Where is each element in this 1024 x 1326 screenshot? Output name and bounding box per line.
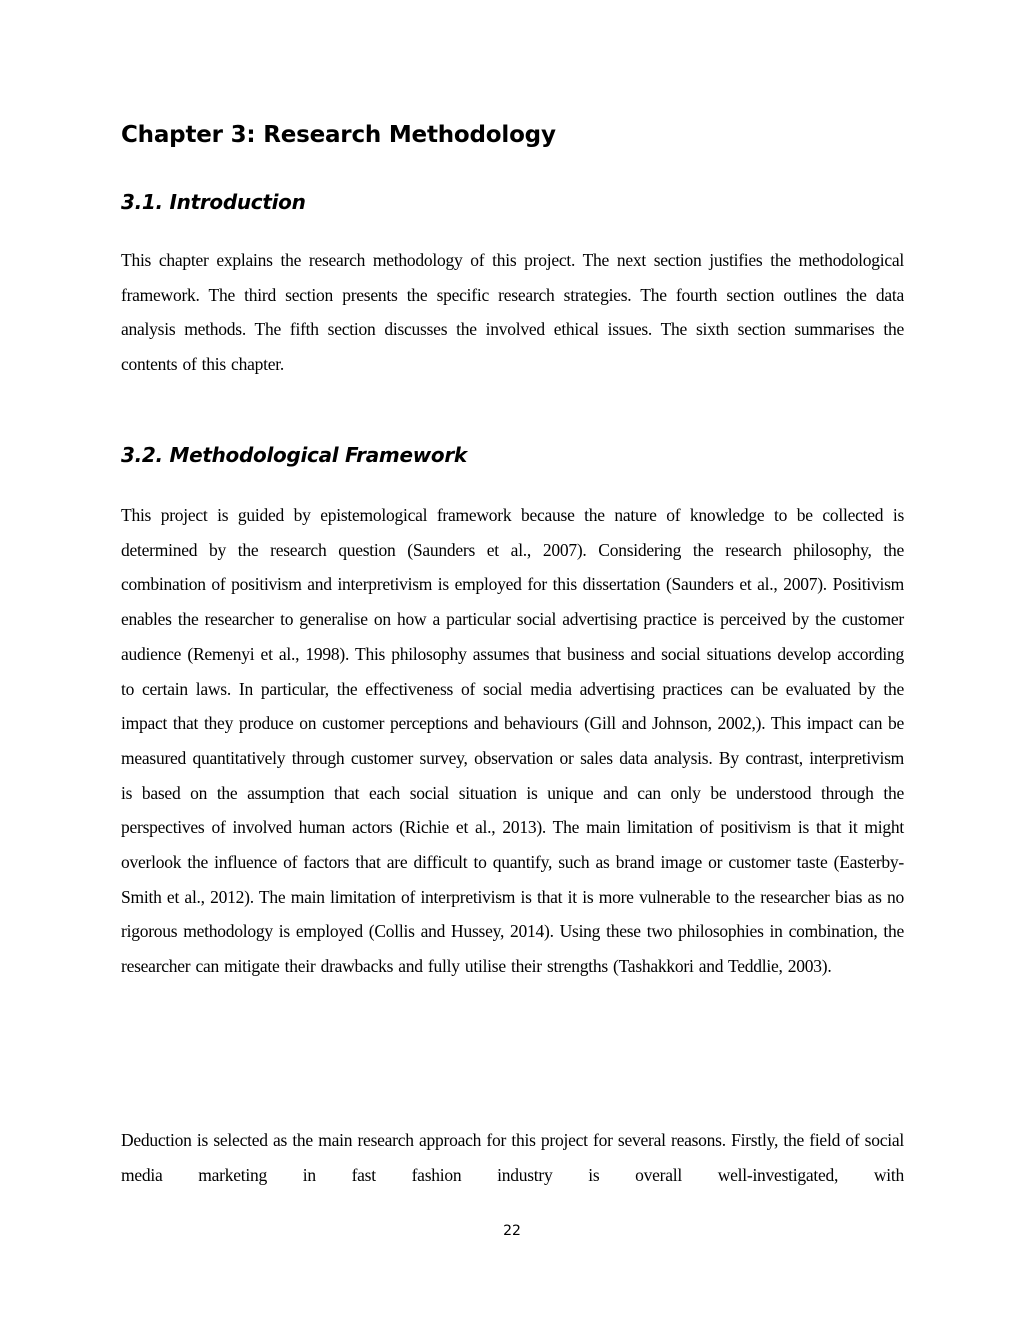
introduction-paragraph: This chapter explains the research methodology of this project. The next section justifies the methodological framework. The third section presents the specific research strategies. The fourth section outlines the data analysis methods. The fifth section discusses the involved ethical issues. The sixth section summarises the contents of this chapter. — [121, 250, 904, 375]
deduction-paragraph: Deduction is selected as the main research approach for this project for several reasons. Firstly, the field of social media marketing in fast fashion industry is overall well-investigated, with — [121, 1130, 904, 1185]
chapter-title: Chapter 3: Research Methodology — [121, 122, 556, 148]
section-heading-methodological-framework: 3.2. Methodological Framework — [121, 443, 467, 467]
section-heading-introduction: 3.1. Introduction — [121, 190, 306, 214]
framework-paragraph: This project is guided by epistemological framework because the nature of knowledge to be collected is determined by the research question (Saunders et al., 2007). Considering the research philosophy, the combination of positivism and interpretivism is employed for this dissertation (Saunders et al., 2007). Positivism enables the researcher to generalise on how a particular social advertising practice is perceived by the customer audience (Remenyi et al., 1998). This philosophy assumes that business and social situations develop according to certain laws. In particular, the effectiveness of social media advertising practices can be evaluated by the impact that they produce on customer perceptions and behaviours (Gill and Johnson, 2002,). This impact can be measured quantitatively through customer survey, observation or sales data analysis. By contrast, interpretivism is based on the assumption that each social situation is unique and can only be understood through the perspectives of involved human actors (Richie et al., 2013). The main limitation of positivism is that it might overlook the influence of factors that are difficult to quantify, such as brand image or customer taste (Easterby-Smith et al., 2012). The main limitation of interpretivism is that it is more vulnerable to the researcher bias as no rigorous methodology is employed (Collis and Hussey, 2014). Using these two philosophies in combination, the researcher can mitigate their drawbacks and fully utilise their strengths (Tashakkori and Teddlie, 2003). — [121, 505, 904, 977]
page-number: 22 — [503, 1223, 521, 1239]
